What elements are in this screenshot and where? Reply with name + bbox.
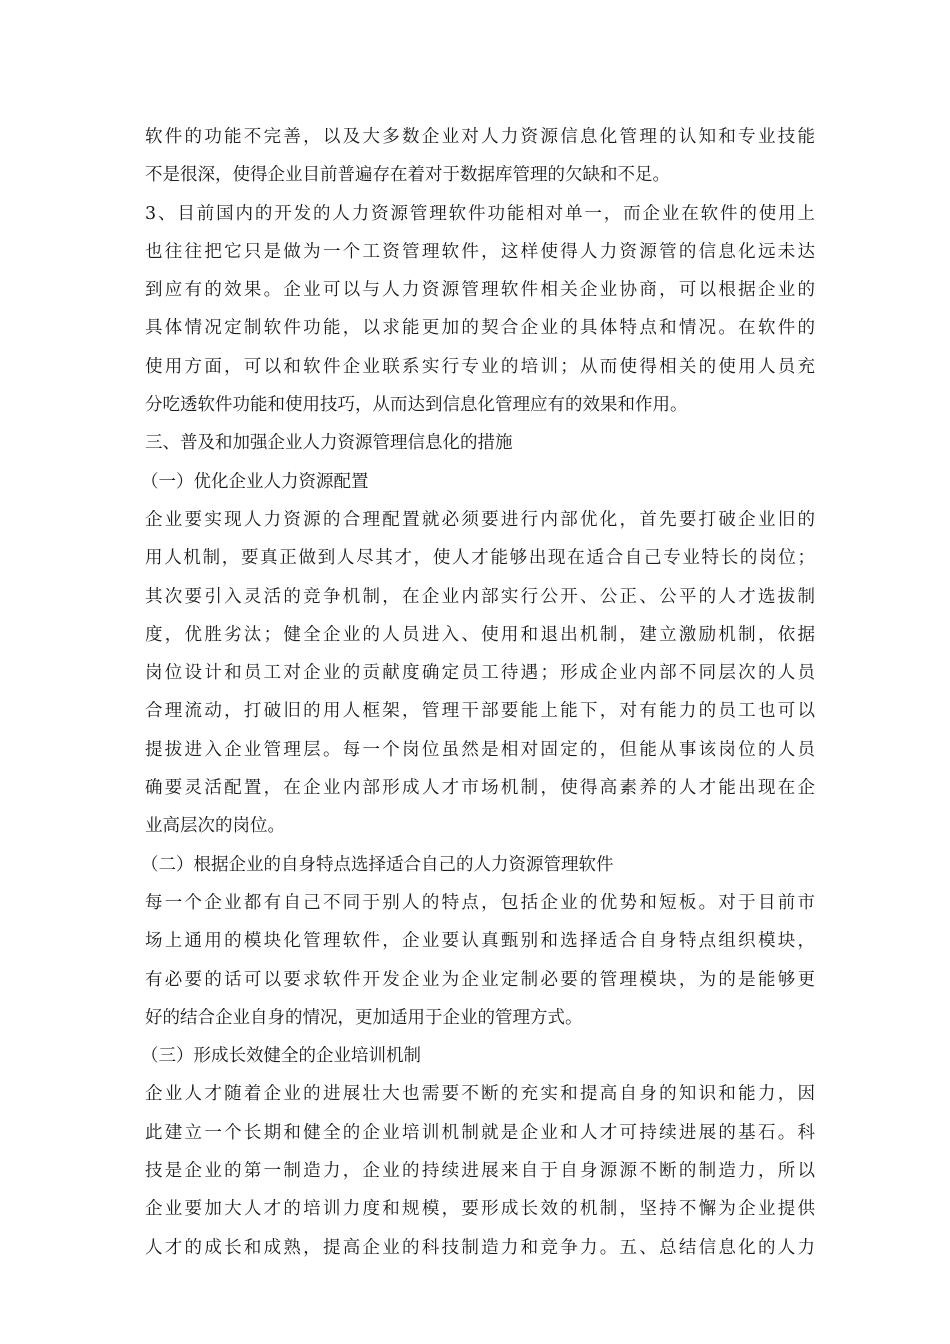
text-line: 三、普及和加强企业人力资源管理信息化的措施: [145, 433, 513, 454]
text-line: 企业要加大人才的培训力度和规模，要形成长效的机制，坚持不懈为企业提供: [145, 1199, 815, 1220]
text-line: 到应有的效果。企业可以与人力资源管理软件相关企业协商，可以根据企业的: [145, 280, 815, 301]
section-subheading: （一）优化企业人力资源配置: [141, 471, 369, 492]
text-line: 好的结合企业自身的情况，更加适用于企业的管理方式。: [145, 1007, 583, 1028]
text-line: 使用方面，可以和软件企业联系实行专业的培训；从而使得相关的使用人员充: [145, 356, 815, 377]
text-line: 此建立一个长期和健全的企业培训机制就是企业和人才可持续进展的基石。科: [145, 1122, 815, 1143]
body-text: [141, 118, 815, 1267]
section-subheading: （二）根据企业的自身特点选择适合自己的人力资源管理软件: [141, 854, 614, 875]
text-line: 软件的功能不完善，以及大多数企业对人力资源信息化管理的认知和专业技能: [145, 127, 815, 147]
text-line: 3、目前国内的开发的人力资源管理软件功能相对单一，而企业在软件的使用上: [145, 203, 815, 224]
text-line: 合理流动，打破旧的用人框架，管理干部要能上能下，对有能力的员工也可以: [145, 701, 815, 722]
text-line: 不是很深，使得企业目前普遍存在着对于数据库管理的欠缺和不足。: [145, 165, 670, 186]
text-line: 岗位设计和员工对企业的贡献度确定员工待遇；形成企业内部不同层次的人员: [145, 663, 815, 684]
text-line: 也往往把它只是做为一个工资管理软件，这样使得人力资源管的信息化远未达: [145, 241, 815, 262]
text-line: 用人机制，要真正做到人尽其才，使人才能够出现在适合自己专业特长的岗位；: [145, 548, 815, 569]
text-line: 具体情况定制软件功能，以求能更加的契合企业的具体特点和情况。在软件的: [145, 318, 815, 339]
text-line: 场上通用的模块化管理软件，企业要认真甄别和选择适合自身特点组织模块，: [145, 931, 815, 952]
text-line: 业高层次的岗位。: [145, 816, 285, 837]
text-line: 人才的成长和成熟，提高企业的科技制造力和竞争力。五、总结信息化的人力: [145, 1237, 815, 1258]
text-line: 度，优胜劣汰；健全企业的人员进入、使用和退出机制，建立激励机制，依据: [145, 624, 815, 645]
section-subheading: （三）形成长效健全的企业培训机制: [141, 1046, 421, 1067]
text-line: 每一个企业都有自己不同于别人的特点，包括企业的优势和短板。对于目前市: [145, 892, 815, 913]
text-line: 企业人才随着企业的进展壮大也需要不断的充实和提高自身的知识和能力，因: [145, 1084, 815, 1105]
text-line: 其次要引入灵活的竞争机制，在企业内部实行公开、公正、公平的人才选拔制: [145, 586, 815, 607]
text-line: 提拔进入企业管理层。每一个岗位虽然是相对固定的，但能从事该岗位的人员: [145, 739, 815, 760]
text-line: 分吃透软件功能和使用技巧，从而达到信息化管理应有的效果和作用。: [145, 395, 688, 416]
text-line: 确要灵活配置，在企业内部形成人才市场机制，使得高素养的人才能出现在企: [145, 778, 815, 799]
text-line: 企业要实现人力资源的合理配置就必须要进行内部优化，首先要打破企业旧的: [145, 509, 815, 530]
text-line: 技是企业的第一制造力，企业的持续进展来自于自身源源不断的制造力，所以: [145, 1161, 815, 1182]
text-line: 有必要的话可以要求软件开发企业为企业定制必要的管理模块，为的是能够更: [145, 969, 815, 990]
